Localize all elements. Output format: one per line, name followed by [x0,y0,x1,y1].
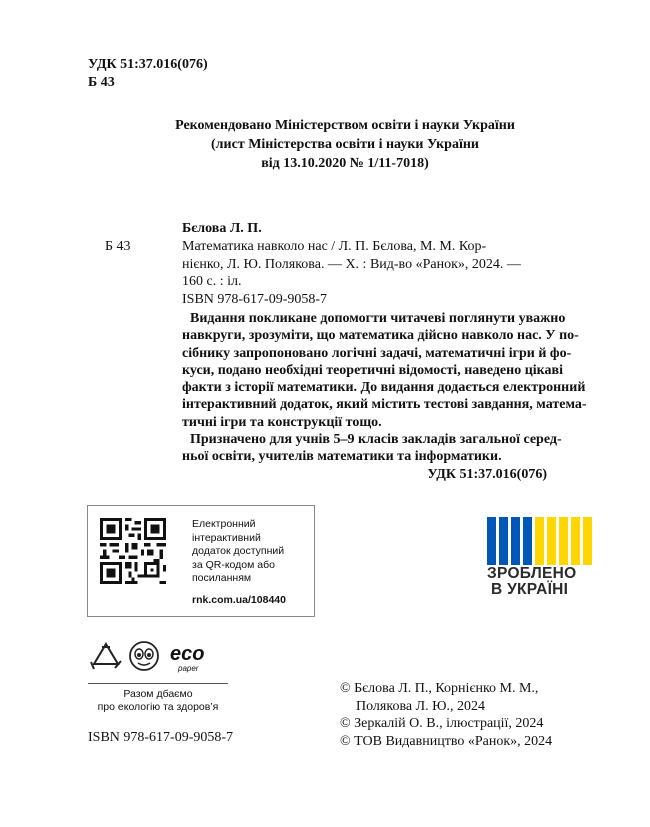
qr-description [192,518,284,586]
biblio-line: 160 с. : іл. [182,274,242,289]
eco-paper-logo [170,643,204,673]
flag-stripe [523,517,532,565]
eco-caption [88,688,228,714]
recommendation-line-2: (лист Міністерства освіти і науки України [211,137,479,152]
recommendation-line-1: Рекомендовано Міністерством освіти і науки України [175,118,515,133]
copyright-line: © ТОВ Видавництво «Ранок», 2024 [340,733,553,749]
flag-stripe [499,517,508,565]
flag-stripe [583,517,592,565]
qr-text-line: за QR-кодом або [192,558,275,571]
qr-text-line: Електронний [192,518,256,530]
flag-stripe [487,517,496,565]
qr-text-line: інтерактивний [192,531,261,544]
annotation-line: Видання покликане допомогти читачеві поглянути уважно [190,311,566,326]
made-in-line-1: ЗРОБЛЕНО [487,565,577,582]
qr-link[interactable]: rnk.com.ua/108440 [192,594,286,606]
bbk-code-side: Б 43 [105,239,131,254]
recommendation-line-3: від 13.10.2020 № 1/11-7018) [261,156,429,171]
isbn-bibliographic: ISBN 978-617-09-9058-7 [182,292,328,307]
author-name: Бєлова Л. П. [182,221,262,236]
flag-stripe [547,517,556,565]
smiley-icon [130,642,158,670]
flag-stripe [559,517,568,565]
recommendation-block [100,117,590,174]
made-in-line-2: В УКРАЇНІ [491,581,569,598]
qr-code-icon[interactable] [100,518,166,584]
flag-stripe [511,517,520,565]
annotation-udk: УДК 51:37.016(076) [427,466,547,482]
udk-header [88,56,208,92]
copyright-line: Полякова Л. Ю., 2024 [356,698,485,714]
recycle-icon [91,644,121,669]
qr-text-line: посиланням [192,572,252,584]
made-in-ukraine-flag-icon [487,517,593,565]
annotation-line: тичні ігри та конструкції тощо. [182,414,382,430]
eco-caption-line-1: Разом дбаємо [123,688,193,700]
qr-info-box [87,505,315,617]
annotation-line: куси, подано необхідні теоретичні відомості, наведено цікаві [182,362,563,378]
annotation-line: ньої освіти, учителів математики та інформатики. [182,449,502,465]
bbk-code: Б 43 [88,75,115,90]
made-in-ukraine-label [487,566,607,598]
biblio-line: Математика навколо нас / Л. П. Бєлова, М. М. Кор- [182,239,487,254]
annotation [182,310,587,483]
qr-text-line: додаток доступний [192,545,285,557]
annotation-line: Призначено для учнів 5–9 класів закладів загальної серед- [190,432,562,448]
bibliographic-description [182,238,547,291]
svg-text:paper: paper [178,664,199,673]
biblio-line: нієнко, Л. Ю. Полякова. — Х. : Вид-во «Ранок», 2024. — [182,256,521,272]
annotation-line: сібнику запропоновано логічні задачі, математичні ігри й фо- [182,345,572,361]
annotation-line: факти з історії математики. До видання додається електронний [182,380,586,396]
udk-code: УДК 51:37.016(076) [88,57,208,72]
copyright-block [340,680,552,750]
annotation-line: навкруги, зрозуміти, що математика дійсно навколо нас. У по- [182,328,579,344]
flag-stripe [571,517,580,565]
annotation-line: інтерактивний додаток, який містить тестові завдання, матема- [182,397,587,413]
copyright-line: © Бєлова Л. П., Корнієнко М. М., [340,681,539,696]
eco-divider [88,683,228,684]
eco-caption-line-2: про екологію та здоров’я [97,701,219,713]
isbn-bottom: ISBN 978-617-09-9058-7 [88,730,234,745]
eco-logos [88,638,228,678]
copyright-line: © Зеркалій О. В., ілюстрації, 2024 [340,716,544,731]
svg-text:eco: eco [170,643,205,665]
flag-stripe [535,517,544,565]
